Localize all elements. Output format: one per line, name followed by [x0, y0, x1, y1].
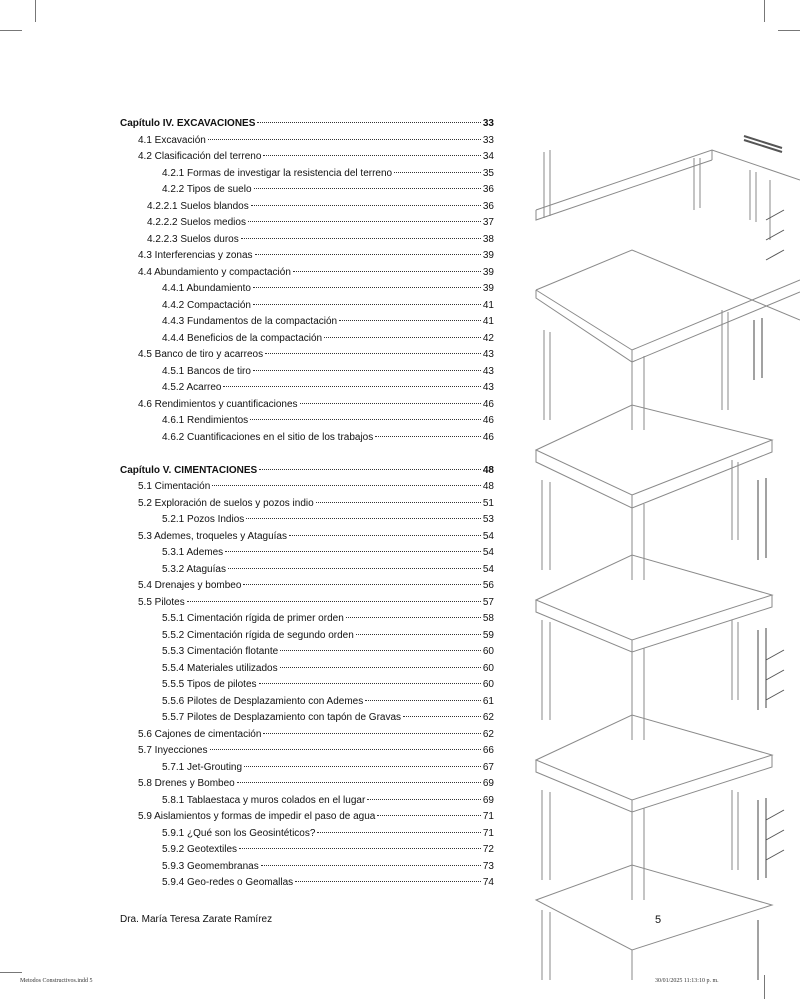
building-structure-illustration: [522, 100, 800, 980]
toc-entry-title: 5.5.1 Cimentación rígida de primer orden: [162, 613, 344, 624]
toc-dot-leader: [253, 303, 481, 305]
toc-entry-page: 43: [482, 382, 494, 393]
toc-entry-title: 5.9 Aislamientos y formas de impedir el paso de agua: [138, 811, 376, 822]
toc-entry-title: 5.7.1 Jet-Grouting: [162, 761, 243, 773]
toc-entry-title: 5.3.1 Ademes: [162, 547, 224, 558]
toc-entry[interactable]: [138, 348, 494, 362]
toc-entry[interactable]: [162, 761, 494, 775]
toc-dot-leader: [248, 220, 481, 222]
toc-entry-title: 4.4 Abundamiento y compactación: [138, 266, 291, 278]
toc-dot-leader: [244, 765, 481, 767]
toc-entry[interactable]: [138, 398, 494, 412]
toc-entry-title: 4.3 Interferencias y zonas: [138, 250, 253, 261]
toc-entry[interactable]: [162, 645, 494, 659]
toc-dot-leader: [377, 814, 481, 816]
toc-entry-page: 56: [482, 580, 494, 591]
toc-entry-page: 60: [482, 662, 494, 674]
toc-dot-leader: [375, 435, 481, 437]
toc-entry-page: 43: [482, 365, 494, 377]
toc-entry-title: 4.5 Banco de tiro y acarreos: [138, 349, 264, 360]
toc-dot-leader: [394, 171, 481, 173]
toc-entry[interactable]: [138, 497, 494, 511]
toc-entry[interactable]: [138, 530, 494, 544]
toc-dot-leader: [317, 831, 480, 833]
crop-mark-top-right-h: [778, 30, 800, 31]
toc-entry[interactable]: [138, 744, 494, 758]
toc-entry-title: 4.6.1 Rendimientos: [162, 415, 249, 426]
toc-entry-page: 62: [482, 712, 494, 723]
toc-entry-title: 5.3.2 Ataguías: [162, 563, 226, 575]
toc-chapter-entry[interactable]: [120, 117, 494, 131]
toc-entry-page: 48: [482, 481, 494, 492]
toc-entry-page: 39: [482, 250, 494, 261]
toc-entry[interactable]: [138, 266, 494, 280]
toc-entry[interactable]: [162, 794, 494, 808]
toc-entry[interactable]: [162, 711, 494, 725]
toc-entry-page: 37: [482, 217, 494, 228]
toc-dot-leader: [367, 798, 481, 800]
toc-entry-page: 54: [482, 547, 494, 558]
toc-entry-page: 60: [482, 646, 494, 657]
toc-entry-title: 5.9.2 Geotextiles: [162, 844, 238, 855]
toc-entry-page: 41: [482, 316, 494, 327]
toc-dot-leader: [212, 484, 481, 486]
toc-entry-title: 4.2.2.2 Suelos medios: [147, 217, 246, 228]
toc-entry-title: 4.4.1 Abundamiento: [162, 283, 251, 294]
toc-dot-leader: [208, 138, 481, 140]
toc-entry-title: 4.6.2 Cuantificaciones en el sitio de los trabajos: [162, 431, 374, 443]
toc-entry[interactable]: [162, 414, 494, 428]
toc-entry-page: 72: [482, 844, 494, 855]
toc-dot-leader: [210, 748, 481, 750]
toc-entry-title: 4.2.2 Tipos de suelo: [162, 184, 252, 195]
toc-entry-page: 61: [482, 695, 494, 707]
toc-entry-title: 4.5.2 Acarreo: [162, 382, 222, 393]
footer-author: Dra. María Teresa Zarate Ramírez: [120, 914, 273, 925]
toc-entry-title: 5.3 Ademes, troqueles y Ataguías: [138, 530, 287, 542]
toc-entry-title: 5.5.7 Pilotes de Desplazamiento con tapón de Gravas: [162, 712, 402, 723]
toc-dot-leader: [346, 616, 481, 618]
toc-dot-leader: [251, 204, 481, 206]
toc-entry-page: 46: [482, 398, 494, 410]
toc-dot-leader: [243, 583, 480, 585]
toc-dot-leader: [250, 418, 481, 420]
toc-entry-title: 4.6 Rendimientos y cuantificaciones: [138, 398, 298, 410]
toc-dot-leader: [263, 154, 480, 156]
toc-dot-leader: [228, 567, 481, 569]
toc-entry-page: 33: [482, 134, 494, 146]
toc-dot-leader: [263, 732, 480, 734]
toc-entry-title: Capítulo V. CIMENTACIONES: [120, 464, 258, 476]
toc-entry-title: 5.4 Drenajes y bombeo: [138, 580, 242, 591]
toc-entry-title: 4.2.2.1 Suelos blandos: [147, 200, 249, 212]
toc-entry-page: 46: [482, 415, 494, 426]
toc-entry-title: 4.1 Excavación: [138, 134, 206, 146]
crop-mark-top-left-v: [35, 0, 36, 22]
toc-entry-page: 36: [482, 200, 494, 212]
toc-entry[interactable]: [147, 233, 494, 247]
toc-entry[interactable]: [162, 431, 494, 445]
toc-entry-title: 4.2 Clasificación del terreno: [138, 151, 262, 162]
toc-entry-page: 71: [482, 811, 494, 822]
toc-entry-page: 33: [482, 118, 494, 129]
toc-dot-leader: [257, 121, 480, 123]
toc-entry-title: 5.5 Pilotes: [138, 596, 185, 608]
toc-entry[interactable]: [162, 381, 494, 395]
toc-entry[interactable]: [162, 629, 494, 643]
toc-entry-title: 5.8.1 Tablaestaca y muros colados en el lugar: [162, 794, 366, 806]
toc-dot-leader: [225, 550, 481, 552]
toc-dot-leader: [253, 369, 481, 371]
crop-mark-top-right-v: [764, 0, 765, 22]
toc-entry[interactable]: [138, 596, 494, 610]
toc-dot-leader: [237, 781, 481, 783]
toc-entry-title: 5.5.6 Pilotes de Desplazamiento con Ademes: [162, 695, 364, 707]
toc-dot-leader: [289, 534, 481, 536]
toc-dot-leader: [300, 402, 481, 404]
toc-entry[interactable]: [162, 365, 494, 379]
toc-dot-leader: [255, 253, 481, 255]
toc-entry-page: 42: [482, 332, 494, 344]
toc-entry-title: 5.2 Exploración de suelos y pozos indio: [138, 497, 314, 509]
toc-entry-page: 35: [482, 167, 494, 179]
toc-entry-title: 4.4.2 Compactación: [162, 299, 251, 311]
toc-dot-leader: [293, 270, 481, 272]
toc-dot-leader: [365, 699, 481, 701]
toc-entry-title: Capítulo IV. EXCAVACIONES: [120, 118, 256, 129]
toc-entry-page: 41: [482, 299, 494, 311]
toc-entry[interactable]: [162, 876, 494, 890]
toc-entry-page: 54: [482, 563, 494, 575]
toc-entry-title: 4.4.4 Beneficios de la compactación: [162, 332, 323, 344]
toc-entry-page: 66: [482, 745, 494, 756]
toc-entry-page: 39: [482, 266, 494, 278]
toc-entry[interactable]: [162, 282, 494, 296]
toc-dot-leader: [280, 649, 481, 651]
toc-dot-leader: [187, 600, 481, 602]
toc-entry-title: 5.5.2 Cimentación rígida de segundo orden: [162, 629, 354, 641]
toc-entry[interactable]: [162, 860, 494, 874]
toc-entry-title: 5.5.3 Cimentación flotante: [162, 646, 279, 657]
toc-entry[interactable]: [162, 513, 494, 527]
toc-entry-page: 59: [482, 629, 494, 641]
toc-dot-leader: [259, 682, 481, 684]
toc-entry[interactable]: [138, 810, 494, 824]
toc-entry-title: 5.6 Cajones de cimentación: [138, 728, 262, 740]
toc-entry-title: 4.4.3 Fundamentos de la compactación: [162, 316, 338, 327]
toc-dot-leader: [339, 319, 481, 321]
toc-entry-title: 5.9.3 Geomembranas: [162, 860, 259, 872]
toc-entry[interactable]: [162, 678, 494, 692]
toc-entry-title: 5.5.4 Materiales utilizados: [162, 662, 278, 674]
toc-dot-leader: [403, 715, 481, 717]
toc-entry-page: 62: [482, 728, 494, 740]
toc-dot-leader: [265, 352, 481, 354]
toc-entry-page: 73: [482, 860, 494, 872]
toc-entry-page: 57: [482, 596, 494, 608]
toc-entry[interactable]: [138, 480, 494, 494]
toc-entry[interactable]: [162, 167, 494, 181]
toc-entry[interactable]: [162, 183, 494, 197]
toc-entry[interactable]: [162, 546, 494, 560]
crop-mark-bottom-left-h: [0, 972, 22, 973]
toc-entry-title: 4.2.2.3 Suelos duros: [147, 233, 239, 245]
toc-entry-page: 69: [482, 794, 494, 806]
toc-entry[interactable]: [147, 216, 494, 230]
toc-entry-page: 46: [482, 431, 494, 443]
toc-entry-page: 43: [482, 349, 494, 360]
toc-entry-page: 39: [482, 283, 494, 294]
toc-entry-page: 38: [482, 233, 494, 245]
slug-timestamp: 30/01/2025 11:13:10 p. m.: [655, 978, 719, 984]
toc-entry-title: 5.2.1 Pozos Indios: [162, 514, 245, 525]
toc-entry-title: 5.7 Inyecciones: [138, 745, 208, 756]
toc-entry-page: 58: [482, 613, 494, 624]
toc-entry[interactable]: [138, 150, 494, 164]
toc-entry[interactable]: [138, 134, 494, 148]
slug-filename: Metodos Constructivos.indd 5: [20, 978, 93, 984]
toc-entry-page: 53: [482, 514, 494, 525]
toc-entry-page: 54: [482, 530, 494, 542]
toc-entry-page: 34: [482, 151, 494, 162]
toc-entry[interactable]: [162, 662, 494, 676]
toc-dot-leader: [324, 336, 481, 338]
toc-entry-page: 71: [482, 827, 494, 839]
toc-entry[interactable]: [162, 695, 494, 709]
toc-dot-leader: [295, 880, 481, 882]
toc-dot-leader: [259, 468, 481, 470]
toc-entry[interactable]: [162, 827, 494, 841]
toc-entry-title: 5.9.1 ¿Qué son los Geosintéticos?: [162, 827, 316, 839]
toc-entry-page: 69: [482, 778, 494, 789]
toc-entry[interactable]: [147, 200, 494, 214]
toc-entry-title: 4.2.1 Formas de investigar la resistencia del terreno: [162, 167, 393, 179]
toc-entry-title: 5.1 Cimentación: [138, 481, 211, 492]
toc-dot-leader: [356, 633, 481, 635]
toc-entry-title: 5.5.5 Tipos de pilotes: [162, 679, 257, 690]
toc-entry[interactable]: [162, 843, 494, 857]
toc-entry[interactable]: [138, 728, 494, 742]
toc-entry[interactable]: [138, 777, 494, 791]
toc-entry-page: 48: [482, 464, 494, 476]
toc-entry-title: 5.8 Drenes y Bombeo: [138, 778, 235, 789]
toc-entry-title: 4.5.1 Bancos de tiro: [162, 365, 251, 377]
toc-dot-leader: [254, 187, 481, 189]
toc-entry-page: 51: [482, 497, 494, 509]
crop-mark-top-left-h: [0, 30, 22, 31]
toc-chapter-entry[interactable]: [120, 464, 494, 478]
toc-dot-leader: [316, 501, 481, 503]
toc-dot-leader: [223, 385, 480, 387]
toc-entry[interactable]: [162, 332, 494, 346]
toc-entry[interactable]: [162, 563, 494, 577]
toc-dot-leader: [241, 237, 481, 239]
toc-dot-leader: [239, 847, 481, 849]
toc-entry-page: 67: [482, 761, 494, 773]
toc-dot-leader: [246, 517, 481, 519]
toc-entry-page: 36: [482, 184, 494, 195]
toc-entry[interactable]: [138, 249, 494, 263]
toc-dot-leader: [280, 666, 481, 668]
toc-entry[interactable]: [138, 579, 494, 593]
toc-entry-page: 60: [482, 679, 494, 690]
page-number: 5: [655, 914, 662, 926]
toc-entry[interactable]: [162, 612, 494, 626]
toc-entry-title: 5.9.4 Geo-redes o Geomallas: [162, 877, 294, 888]
toc-entry[interactable]: [162, 315, 494, 329]
toc-entry[interactable]: [162, 299, 494, 313]
toc-entry-page: 74: [482, 877, 494, 888]
toc-dot-leader: [261, 864, 481, 866]
toc-dot-leader: [253, 286, 481, 288]
